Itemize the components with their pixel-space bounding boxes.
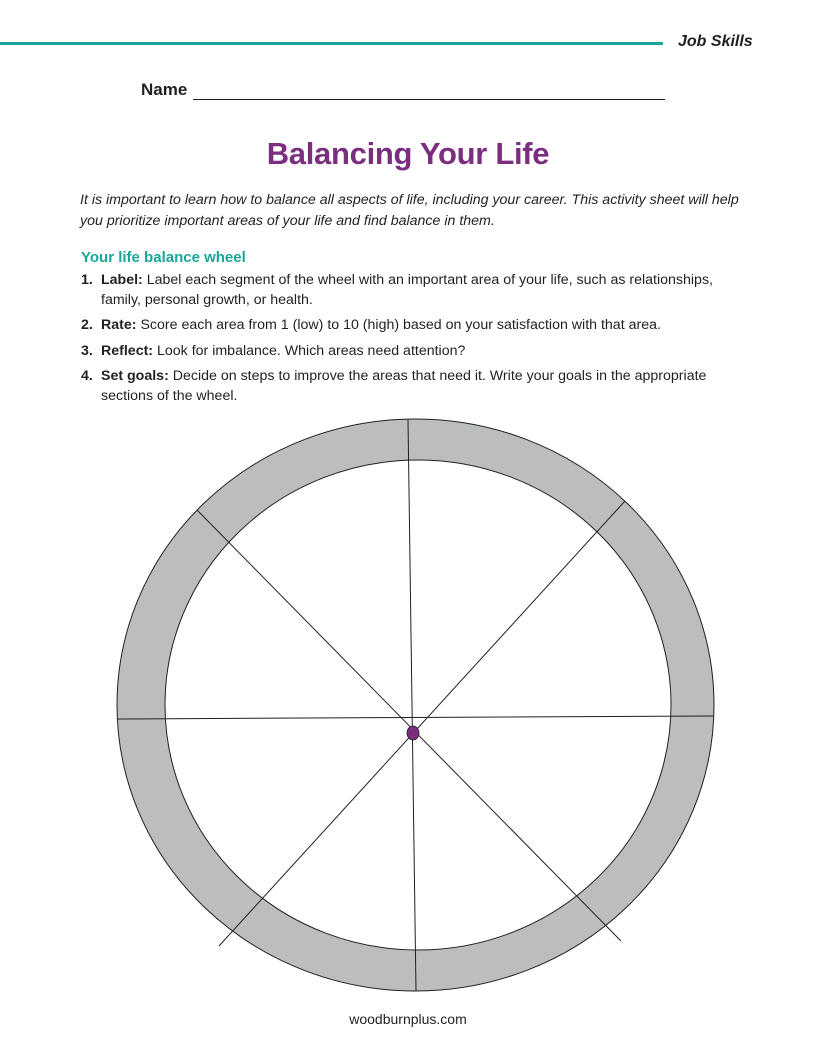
step-number: 4. [81, 368, 93, 384]
page-title: Balancing Your Life [266, 136, 550, 171]
step-text: Score each area from 1 (low) to 10 (high) based on your satisfaction with that area. [140, 317, 661, 333]
footer-url: woodburnplus.com [349, 1011, 467, 1027]
step-number: 2. [81, 317, 93, 333]
section-tag: Job Skills [678, 33, 753, 50]
center-dot [407, 726, 419, 740]
step-term: Reflect: [101, 342, 154, 359]
name-label: Name [141, 80, 188, 99]
step-text: Decide on steps to improve the areas that need it. Write your goals in the appropriate sections of the wheel. [101, 368, 707, 404]
step-text: Look for imbalance. Which areas need attention? [157, 342, 466, 359]
step-term: Rate: [101, 317, 137, 333]
step-number: 3. [81, 342, 93, 359]
intro-paragraph: It is important to learn how to balance all aspects of life, including your career. This activity sheet will help you prioritize important areas of your life and find balance in them. [80, 192, 739, 229]
section-heading: Your life balance wheel [81, 249, 246, 266]
step-text: Label each segment of the wheel with an important area of your life, such as relationships, family, personal growth, or health. [101, 272, 713, 308]
step-term: Label: [101, 272, 143, 288]
step-term: Set goals: [101, 368, 169, 384]
step-number: 1. [81, 272, 93, 288]
